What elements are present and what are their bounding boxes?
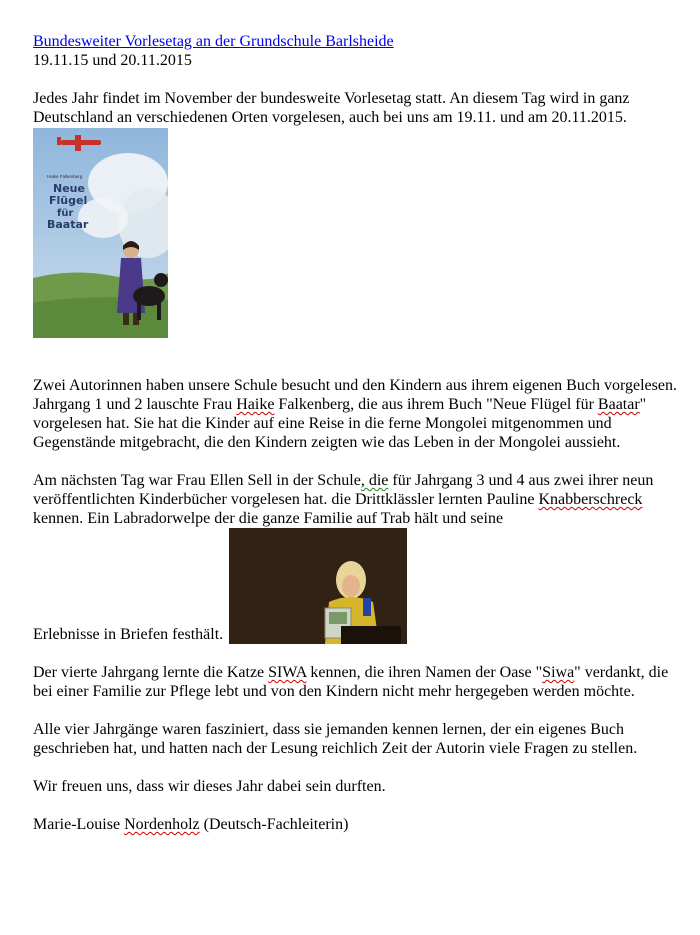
grammar-check-phrase: , die <box>360 472 389 489</box>
spellcheck-word: Haike <box>236 396 275 413</box>
event-dates: 19.11.15 und 20.11.2015 <box>33 52 192 69</box>
cover-author-text: Haike Falkenberg <box>47 174 83 179</box>
signature: Marie-Louise Nordenholz (Deutsch-Fachleiterin) <box>33 816 349 833</box>
cover-title-line4: Baatar <box>47 218 89 231</box>
book-cover-image <box>33 128 168 338</box>
cover-title-line1: Neue <box>53 182 85 195</box>
document-body <box>33 32 683 834</box>
cover-title-line3: für <box>57 208 74 219</box>
paragraph-second-day: Am nächsten Tag war Frau Ellen Sell in der Schule, die für Jahrgang 3 und 4 aus zwei ihrer neun veröffentlichten Kinderbücher vorgelesen hat. die Drittklässler lernten Pauline Knabberschreck kennen. Ein Labradorwelpe der die ganze Familie auf Trab hält und seine <box>33 472 654 527</box>
spellcheck-word: SIWA <box>268 664 307 681</box>
paragraph-thanks: Wir freuen uns, dass wir dieses Jahr dabei sein durften. <box>33 778 386 795</box>
author-photo-image <box>229 528 407 644</box>
cover-title-line2: Flügel <box>49 194 88 207</box>
photo-line: Erlebnisse in Briefen festhält. <box>33 528 683 644</box>
paragraph-authors: Zwei Autorinnen haben unsere Schule besucht und den Kindern aus ihrem eigenen Buch vorgelesen. Jahrgang 1 und 2 lauschte Frau Haike Falkenberg, die aus ihrem Buch "Neue Flügel für Baatar" vorgelesen hat. Sie hat die Kinder auf eine Reise in die ferne Mongolei mitgenommen und Gegenstände mitgebracht, die den Kindern zeigten wie das Leben in der Mongolei aussieht. <box>33 377 677 451</box>
spellcheck-word: Baatar <box>597 396 640 413</box>
title-link[interactable]: Bundesweiter Vorlesetag an der Grundschule Barlsheide <box>33 33 394 50</box>
spellcheck-word: Knabberschreck <box>538 491 643 508</box>
title-line <box>33 32 683 51</box>
paragraph-fascinated: Alle vier Jahrgänge waren fasziniert, dass sie jemanden kennen lernen, der ein eigenes Buch geschrieben hat, und hatten nach der Lesung reichlich Zeit der Autorin viele Fragen zu stellen. <box>33 721 638 757</box>
spellcheck-word: Siwa <box>542 664 575 681</box>
spellcheck-word: Nordenholz <box>124 816 200 833</box>
paragraph-fourth-grade: Der vierte Jahrgang lernte die Katze SIWA kennen, die ihren Namen der Oase "Siwa" verdankt, die bei einer Familie zur Pflege lebt und von den Kindern nicht mehr hergegeben werden möchte. <box>33 664 669 700</box>
intro-paragraph: Jedes Jahr findet im November der bundesweite Vorlesetag statt. An diesem Tag wird in ganz Deutschland an verschiedenen Orten vorgelesen, auch bei uns am 19.11. und am 20.11.2015. <box>33 90 630 126</box>
